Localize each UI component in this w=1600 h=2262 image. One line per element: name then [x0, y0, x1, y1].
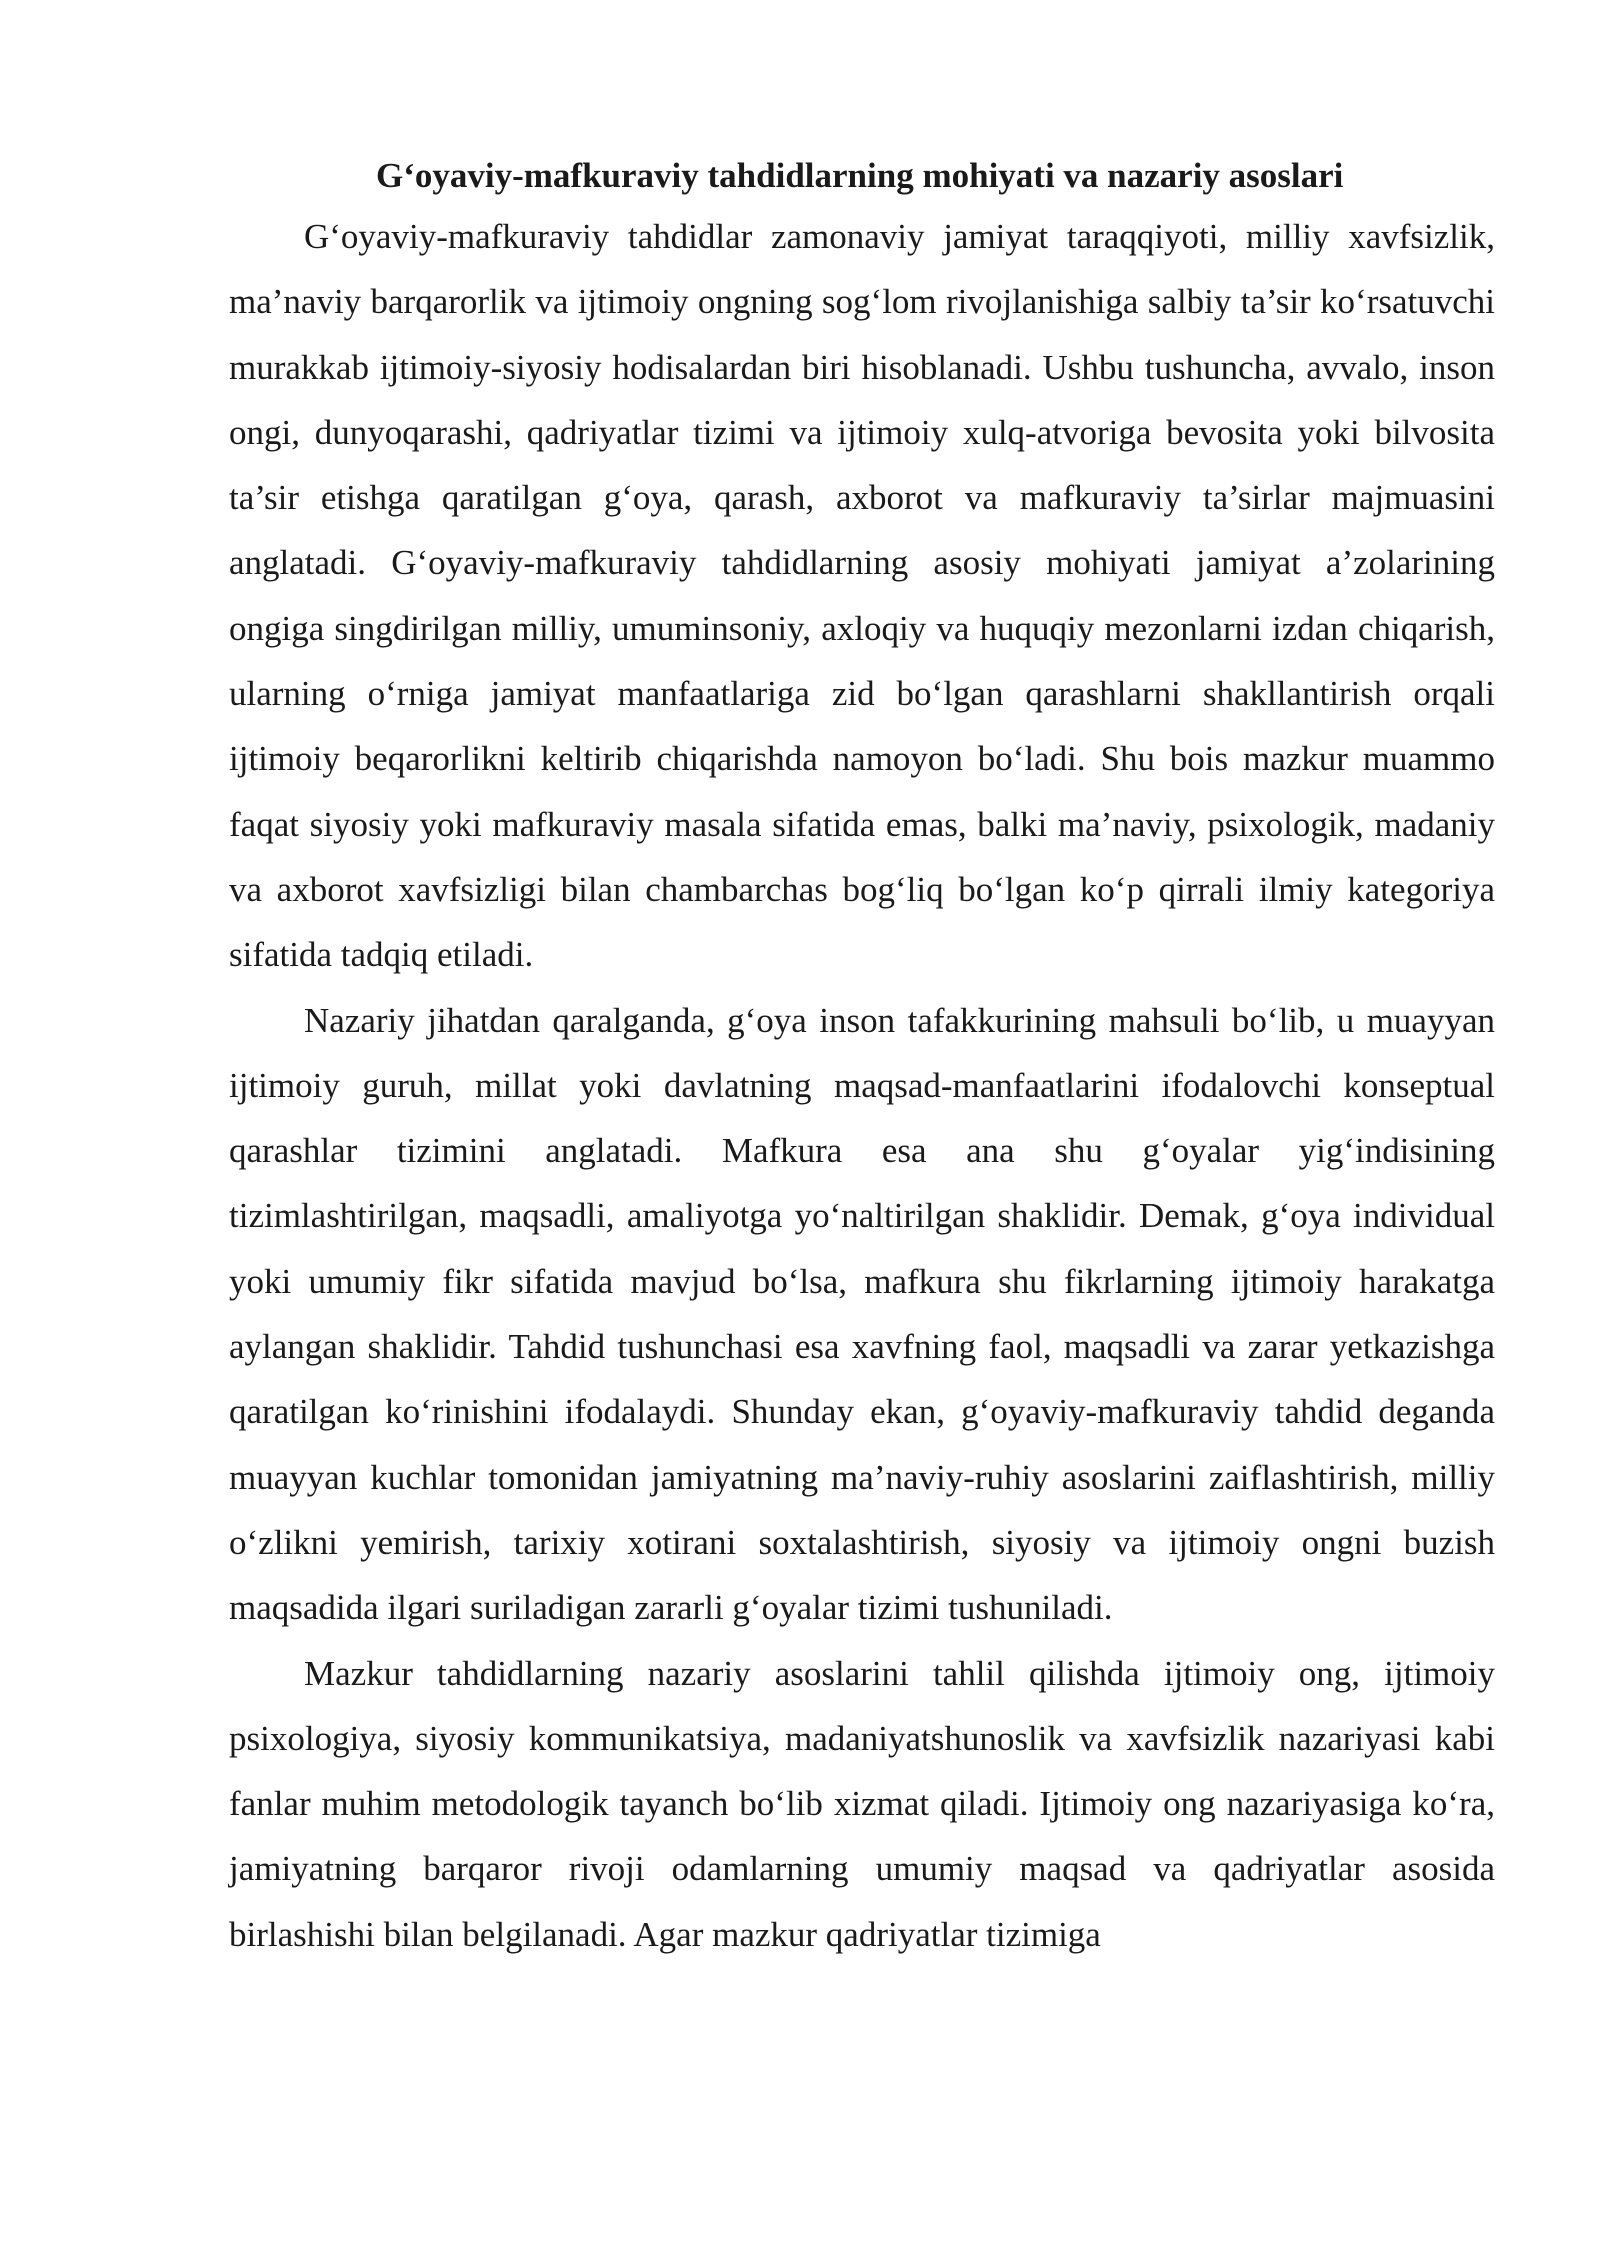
paragraph-2: Nazariy jihatdan qaralganda, g‘oya inson tafakkurining mahsuli bo‘lib, u muayyan ijtimoiy guruh, millat yoki davlatning maqsad-manfaatlarini ifodalovchi konseptual qarashlar tizimini anglatadi. Mafkura esa ana shu g‘oyalar yig‘indisining tizimlashtirilgan, maqsadli, amaliyotga yo‘naltirilgan shaklidir. Demak, g‘oya individual yoki umumiy fikr sifatida mavjud bo‘lsa, mafkura shu fikrlarning ijtimoiy harakatga aylangan shaklidir. Tahdid tushunchasi esa xavfning faol, maqsadli va zarar yetkazishga qaratilgan ko‘rinishini ifodalaydi. Shunday ekan, g‘oyaviy-mafkuraviy tahdid deganda muayyan kuchlar tomonidan jamiyatning ma’naviy-ruhiy asoslarini zaiflashtirish, milliy o‘zlikni yemirish, tarixiy xotirani soxtalashtirish, siyosiy va ijtimoiy ongni buzish maqsadida ilgari suriladigan zararli g‘oyalar tizimi tushuniladi.	[229, 1000, 1495, 1628]
paragraph-3: Mazkur tahdidlarning nazariy asoslarini tahlil qilishda ijtimoiy ong, ijtimoiy psixologiya, siyosiy kommunikatsiya, madaniyatshunoslik va xavfsizlik nazariyasi kabi fanlar muhim metodologik tayanch bo‘lib xizmat qiladi. Ijtimoiy ong nazariyasiga ko‘ra, jamiyatning barqaror rivoji odamlarning umumiy maqsad va qadriyatlar asosida birlashishi bilan belgilanadi. Agar mazkur qadriyatlar tizimiga	[229, 1653, 1495, 1954]
paragraph-1: G‘oyaviy-mafkuraviy tahdidlar zamonaviy jamiyat taraqqiyoti, milliy xavfsizlik, ma’naviy barqarorlik va ijtimoiy ongning sog‘lom rivojlanishiga salbiy ta’sir ko‘rsatuvchi murakkab ijtimoiy-siyosiy hodisalardan biri hisoblanadi. Ushbu tushuncha, avvalo, inson ongi, dunyoqarashi, qadriyatlar tizimi va ijtimoiy xulq-atvoriga bevosita yoki bilvosita ta’sir etishga qaratilgan g‘oya, qarash, axborot va mafkuraviy ta’sirlar majmuasini anglatadi. G‘oyaviy-mafkuraviy tahdidlarning asosiy mohiyati jamiyat a’zolarining ongiga singdirilgan milliy, umuminsoniy, axloqiy va huquqiy mezonlarni izdan chiqarish, ularning o‘rniga jamiyat manfaatlariga zid bo‘lgan qarashlarni shakllantirish orqali ijtimoiy beqarorlikni keltirib chiqarishda namoyon bo‘ladi. Shu bois mazkur muammo faqat siyosiy yoki mafkuraviy masala sifatida emas, balki ma’naviy, psixologik, madaniy va axborot xavfsizligi bilan chambarchas bog‘liq bo‘lgan ko‘p qirrali ilmiy kategoriya sifatida tadqiq etiladi.	[229, 217, 1495, 975]
document-body	[229, 148, 1495, 1967]
document-title: G‘oyaviy-mafkuraviy tahdidlarning mohiyati va nazariy asoslari	[376, 156, 1344, 195]
